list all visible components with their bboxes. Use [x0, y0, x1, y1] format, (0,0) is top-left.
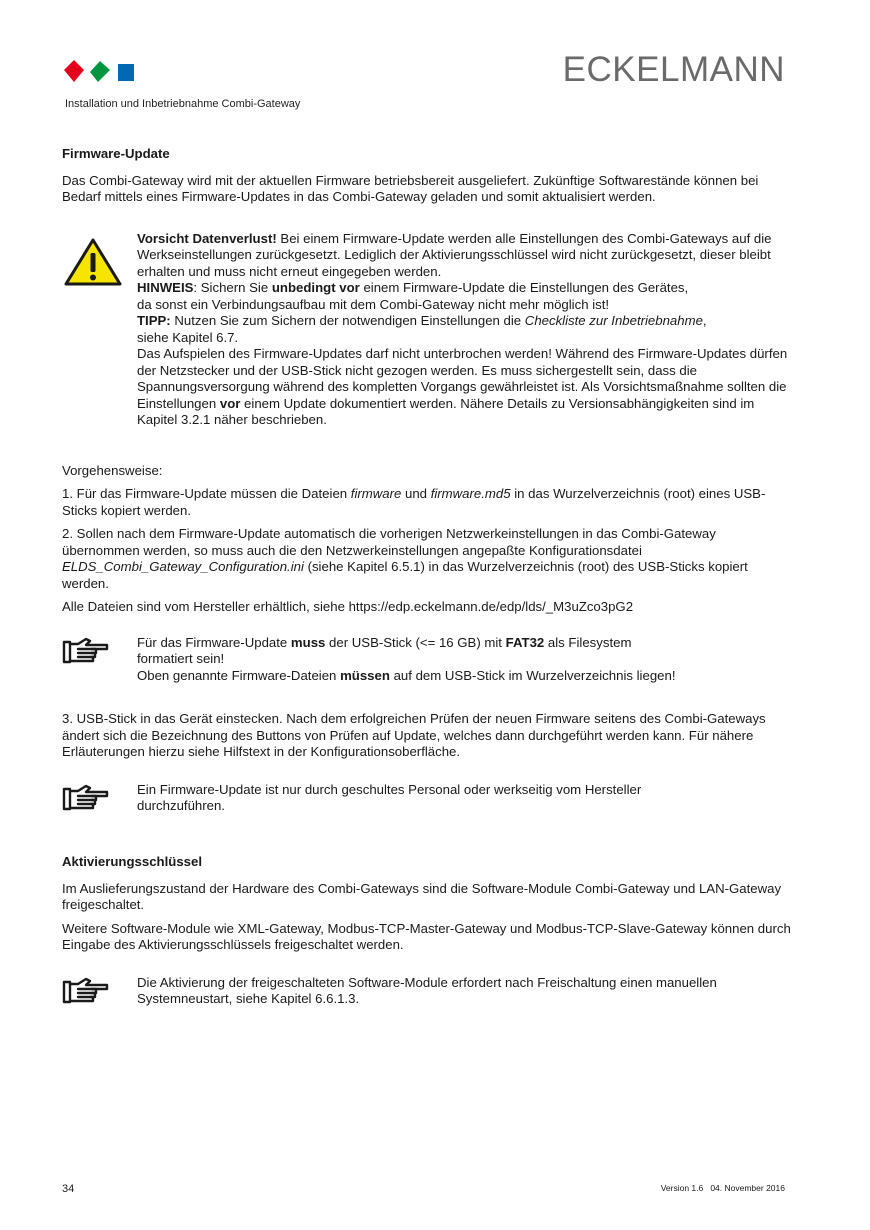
usb-note-line-3: [137, 668, 792, 685]
personnel-note-line-2: durchzuführen.: [137, 798, 225, 813]
warning-interrupt-paragraph: [137, 346, 792, 429]
pointing-hand-icon: [62, 977, 110, 1005]
usb-requirements-note: [62, 635, 792, 685]
step-1-mid: und: [401, 486, 431, 501]
activation-key-heading: Aktivierungsschlüssel: [62, 854, 202, 869]
usb-note-l1-post: als Filesystem: [544, 634, 632, 650]
file-firmware-md5: firmware.md5: [430, 486, 511, 501]
hint-text-post: einem Firmware-Update die Einstellungen des Gerätes,: [359, 280, 689, 295]
version-info: Version 1.6 04. November 2016: [660, 1183, 785, 1193]
usb-note-fat32: FAT32: [505, 634, 545, 650]
usb-note-l1-mid: der USB-Stick (<= 16 GB) mit: [325, 634, 506, 650]
caution-text: Bei einem Firmware-Update werden alle Einstellungen des Combi-Gateways auf die Werkseinstellungen zurückgesetzt. Lediglich der Aktivierungsschlüssel wird nicht zurückgesetzt, dieser bleibt erhalten und muss nicht erneut eingegeben werden.: [137, 230, 772, 279]
caution-label: Vorsicht Datenverlust!: [137, 230, 277, 246]
procedure-label: Vorgehensweise:: [62, 462, 163, 478]
files-availability-note: Alle Dateien sind vom Hersteller erhältlich, siehe https://edp.eckelmann.de/edp/lds/_M3uZco3pG2: [62, 599, 634, 614]
page-number: 34: [62, 1183, 75, 1195]
step-2: [62, 526, 792, 592]
usb-note-l3-pre: Oben genannte Firmware-Dateien: [137, 667, 341, 683]
usb-note-must-plural: müssen: [340, 667, 390, 683]
step-2-post: (siehe Kapitel 6.5.1) in das Wurzelverzeichnis (root) des USB-Sticks kopiert werden.: [62, 559, 748, 591]
interrupt-bold: vor: [219, 395, 241, 411]
config-file-name: ELDS_Combi_Gateway_Configuration.ini: [62, 559, 304, 574]
step-2-pre: 2. Sollen nach dem Firmware-Update automatisch die vorherigen Netzwerkeinstellungen in das Combi-Gateway übernommen werden, so muss auch die den Netzwerkeinstellungen angepaßte Konfigurationsdatei: [62, 526, 716, 558]
brand-wordmark: ECKELMANN: [562, 50, 785, 89]
pointing-hand-icon: [62, 637, 110, 665]
interrupt-text-post: einem Update dokumentiert werden. Nähere Details zu Versionsabhängigkeiten sind im Kapitel 3.2.1 näher beschrieben.: [137, 395, 755, 427]
step-3: 3. USB-Stick in das Gerät einstecken. Nach dem erfolgreichen Prüfen der neuen Firmware seitens des Combi-Gateways ändert sich die Bezeichnung des Buttons von Prüfen auf Update, welches dann durchgeführt werden kann. Für nähere Erläuterungen hierzu siehe Hilfstext in der Konfigurationsoberfläche.: [62, 711, 766, 759]
tip-text-pre: Nutzen Sie zum Sichern der notwendigen Einstellungen die: [170, 313, 525, 328]
usb-note-line-1: [137, 635, 792, 652]
checklist-reference: Checkliste zur Inbetriebnahme: [524, 313, 703, 328]
personnel-note-line-1: Ein Firmware-Update ist nur durch geschultes Personal oder werkseitig vom Hersteller: [137, 781, 642, 797]
step-1: [62, 486, 792, 519]
usb-note-l3-post: auf dem USB-Stick im Wurzelverzeichnis liegen!: [389, 667, 676, 683]
warning-triangle-icon: [64, 237, 122, 287]
hint-bold: unbedingt vor: [271, 280, 360, 295]
eckelmann-logo-icon: [62, 58, 138, 84]
usb-note-must: muss: [290, 634, 326, 650]
tip-label: TIPP:: [137, 313, 171, 328]
interrupt-text-pre: Das Aufspielen des Firmware-Updates darf nicht unterbrochen werden! Während des Firmware-Updates dürfen der Netzstecker und der USB-Stick nicht gezogen werden. Es muss sichergestellt sein, dass die Spannungsversorgung während des kompletten Vorgangs gewährleistet ist. Als Vorsichtsmaßnahme sollten die Einstellungen: [137, 346, 788, 411]
firmware-update-heading: Firmware-Update: [62, 146, 170, 161]
usb-note-l1-pre: Für das Firmware-Update: [137, 634, 291, 650]
activation-paragraph-1: Im Auslieferungszustand der Hardware des Combi-Gateways sind die Software-Module Combi-Gateway und LAN-Gateway freigeschaltet.: [62, 880, 782, 912]
document-subtitle: Installation und Inbetriebnahme Combi-Gateway: [65, 98, 301, 110]
tip-text-post: ,: [702, 313, 707, 328]
firmware-intro: Das Combi-Gateway wird mit der aktuellen Firmware betriebsbereit ausgeliefert. Zukünftige Softwarestände können bei Bedarf mittels eines Firmware-Updates in das Combi-Gateway geladen und somit aktualisiert werden.: [62, 172, 759, 204]
step-1-pre: 1. Für das Firmware-Update müssen die Dateien: [62, 486, 351, 501]
activation-restart-note: [62, 975, 792, 1010]
warning-hint-line: [137, 280, 792, 297]
warning-hint-line-2: da sonst ein Verbindungsaufbau mit dem Combi-Gateway nicht mehr möglich ist!: [137, 296, 610, 312]
usb-note-line-2: formatiert sein!: [137, 651, 225, 666]
warning-caution-paragraph: [137, 231, 792, 281]
warning-tip-line: [137, 313, 792, 330]
file-firmware: firmware: [350, 486, 402, 501]
hint-label: HINWEIS: [137, 280, 194, 295]
step-1-post: in das Wurzelverzeichnis (root) eines USB-Sticks kopiert werden.: [62, 486, 766, 518]
activation-note-text: Die Aktivierung der freigeschalteten Software-Module erfordert nach Freischaltung einen manuellen Systemneustart, siehe Kapitel 6.6.1.3.: [137, 974, 717, 1006]
trained-personnel-note: [62, 782, 792, 817]
page-content: [62, 146, 792, 1009]
warning-tip-line-2: siehe Kapitel 6.7.: [137, 329, 239, 345]
pointing-hand-icon: [62, 784, 110, 812]
data-loss-warning: [62, 231, 792, 429]
activation-paragraph-2: Weitere Software-Module wie XML-Gateway, Modbus-TCP-Master-Gateway und Modbus-TCP-Slave-Gateway können durch Eingabe des Aktivierungsschlüssels freigeschaltet werden.: [62, 920, 791, 952]
hint-text-pre: : Sichern Sie: [193, 280, 272, 295]
